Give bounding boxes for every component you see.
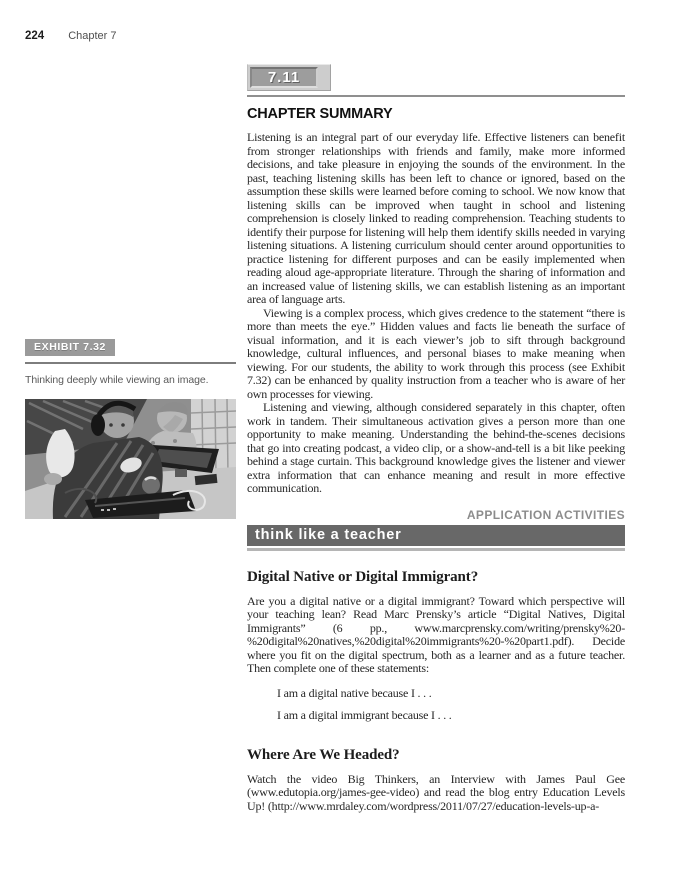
section-number-face <box>250 67 318 88</box>
summary-paragraph-3: Listening and viewing, although considered separately in this chapter, often work in tandem. Their simultaneous activation gives a person more than one opportunity to make meaning. Understanding the behind-the-scenes decisions that go into creating podcast, a video clip, or a show-and-tell is a bit like peeking behind a stage curtain. This background knowledge gives the listener and viewer extra information that can enhance meaning and result in more effective communication. <box>247 400 625 495</box>
statement-digital-native: I am a digital native because I . . . <box>277 685 432 700</box>
application-activities-label: APPLICATION ACTIVITIES <box>466 507 625 522</box>
summary-paragraph-1: Listening is an integral part of our everyday life. Effective listeners can benefit from stronger relationships with friends and family, make more informed decisions, and take pleasure in enjoying the sounds of the environment. In the past, teaching listening skills has been left to chance or ignored, based on the assumption these skills were learned before coming to school. We now know that listening skills can be improved when taught in school and listening comprehension is closely linked to reading comprehension. Teaching students to identify their purpose for listening will help them identify skills needed in varying listening situations. A listening curriculum should center around opportunities to practice listening for different purposes and can be easily implemented when reading aloud age-appropriate literature. Through the sharing of information and an increased value of listening skills, we can establish listening as an important area of language arts. <box>247 130 625 306</box>
activity-title-digital-native: Digital Native or Digital Immigrant? <box>247 568 479 585</box>
exhibit-sidebar <box>25 337 236 519</box>
exhibit-rule <box>25 362 236 364</box>
exhibit-photo-illustration <box>25 399 236 519</box>
section-rule <box>247 95 625 97</box>
running-head <box>25 30 117 42</box>
chapter-label: Chapter 7 <box>68 30 117 42</box>
exhibit-caption: Thinking deeply while viewing an image. <box>25 374 209 386</box>
chapter-summary-heading: CHAPTER SUMMARY <box>247 106 393 122</box>
banner-underline <box>247 548 625 551</box>
section-number: 7.11 <box>267 69 301 86</box>
page-number: 224 <box>25 30 45 42</box>
summary-paragraph-2: Viewing is a complex process, which gives credence to the statement “there is more than meets the eye.” Hidden values and facts lie beneath the surface of visual information, and it is each viewer’s job to sift through background knowledge, cultural influences, and personal biases to make meaning when viewing. For our students, the ability to work through this process (see Exhibit 7.32) can be enhanced by quality instruction from a teacher who is aware of her own processes for viewing. <box>247 305 625 401</box>
statement-digital-immigrant: I am a digital immigrant because I . . . <box>277 708 452 722</box>
exhibit-photo <box>25 399 236 519</box>
activity-body-where-headed: Watch the video Big Thinkers, an Interview with James Paul Gee (www.edutopia.org/james-gee-video) and read the blog entry Education Levels Up! (http://www.mrdaley.com/wordpress/2011/07/27/education-levels-up-a- <box>247 771 625 813</box>
section-number-badge <box>247 64 331 91</box>
banner-title: think like a teacher <box>255 527 402 543</box>
activity-title-where-headed: Where Are We Headed? <box>247 746 400 763</box>
activity-body-digital-native: Are you a digital native or a digital immigrant? Toward which perspective will your teaching lean? Read Marc Prensky’s article “Digital Natives, Digital Immigrants” (6 pp., www.marcprensky.com/writing/prensky%20-%20digital%20natives,%20digital%20immigrants%20-%20part1.pdf). Decide where you fit on the digital spectrum, both as a learner and as a future teacher. Then complete one of these statements: <box>247 593 625 675</box>
think-like-a-teacher-banner <box>247 525 625 546</box>
exhibit-label: EXHIBIT 7.32 <box>25 339 115 356</box>
main-text-column <box>247 64 625 813</box>
